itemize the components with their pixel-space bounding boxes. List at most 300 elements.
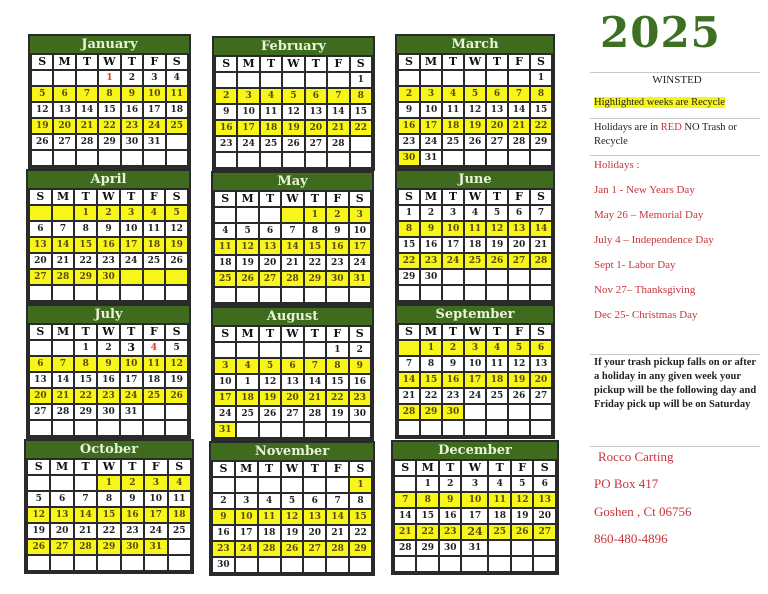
day-cell: [30, 341, 51, 355]
day-cell: 10: [350, 224, 370, 238]
day-cell: [166, 286, 187, 300]
day-cell: 23: [122, 119, 142, 133]
week-row: [215, 375, 370, 389]
day-cell: [259, 478, 280, 492]
week-row: [216, 89, 371, 103]
day-cell: [122, 556, 143, 570]
day-cell: 17: [121, 238, 142, 252]
day-cell: [54, 151, 74, 165]
day-cell: 8: [421, 357, 441, 371]
day-cell: 10: [121, 357, 142, 371]
day-cell: [465, 71, 485, 85]
week-row: [28, 556, 190, 570]
day-cell: 26: [28, 540, 49, 554]
day-cell: 27: [30, 405, 51, 419]
weekday-header: S: [215, 192, 235, 206]
day-cell: 29: [75, 270, 96, 284]
week-row: [399, 270, 551, 284]
day-cell: [489, 541, 509, 555]
day-cell: [215, 288, 235, 302]
day-cell: 9: [327, 224, 347, 238]
day-cell: 5: [283, 89, 303, 103]
city-address: Goshen , Ct 06756: [594, 504, 692, 519]
day-cell: 8: [75, 222, 96, 236]
day-cell: 14: [509, 103, 529, 117]
day-cell: 13: [51, 508, 72, 522]
day-cell: [166, 421, 187, 435]
month-calendar-october: [24, 439, 194, 574]
day-cell: 10: [144, 87, 164, 101]
day-cell: 18: [465, 238, 485, 252]
day-cell: 2: [122, 71, 142, 85]
day-cell: 27: [282, 407, 302, 421]
day-cell: [75, 286, 96, 300]
weekday-header: T: [305, 192, 325, 206]
day-cell: 15: [75, 373, 96, 387]
day-cell: 21: [75, 524, 96, 538]
day-cell: 4: [465, 206, 485, 220]
day-cell: 1: [305, 208, 325, 222]
day-cell: 20: [30, 389, 51, 403]
recycle-legend-text: Highlighted weeks are Recycle: [594, 97, 725, 108]
day-cell: 11: [259, 510, 280, 524]
day-cell: 15: [421, 373, 441, 387]
holiday-legend-suffix: NO Trash or Recycle: [594, 122, 737, 147]
week-row: [395, 477, 555, 491]
day-cell: [350, 288, 370, 302]
day-cell: [399, 421, 419, 435]
day-cell: 16: [122, 508, 143, 522]
day-cell: [465, 151, 485, 165]
day-cell: [395, 477, 415, 491]
day-cell: 27: [306, 137, 326, 151]
week-row: [215, 224, 370, 238]
day-cell: 8: [531, 87, 551, 101]
day-cell: [487, 286, 507, 300]
weekday-header: T: [121, 325, 142, 339]
day-cell: 15: [531, 103, 551, 117]
day-cell: 29: [421, 405, 441, 419]
day-cell: 25: [167, 119, 187, 133]
day-cell: 18: [443, 119, 463, 133]
day-cell: [122, 151, 142, 165]
weekday-header: T: [259, 462, 280, 476]
weekday-header: S: [30, 190, 51, 204]
day-cell: 28: [75, 540, 96, 554]
day-cell: 20: [54, 119, 74, 133]
weekday-header: M: [51, 460, 72, 474]
day-cell: [327, 558, 348, 572]
day-cell: 23: [327, 256, 347, 270]
day-cell: 24: [145, 524, 166, 538]
day-cell: 28: [531, 254, 551, 268]
weekday-header: F: [509, 55, 529, 69]
day-cell: [489, 557, 509, 571]
weekday-header: T: [304, 462, 325, 476]
po-box: PO Box 417: [594, 476, 659, 491]
weekday-header: T: [489, 461, 509, 475]
week-row: [215, 288, 370, 302]
day-cell: [238, 153, 258, 167]
day-cell: [75, 421, 96, 435]
day-cell: [236, 558, 257, 572]
divider: [590, 155, 760, 156]
weekday-header: W: [98, 190, 119, 204]
day-cell: [443, 421, 463, 435]
week-row: [215, 407, 370, 421]
weekday-header: S: [216, 57, 236, 71]
day-cell: 7: [531, 206, 551, 220]
day-cell: 1: [421, 341, 441, 355]
day-cell: 18: [215, 256, 235, 270]
day-cell: [443, 71, 463, 85]
day-cell: 30: [213, 558, 234, 572]
day-cell: 17: [215, 391, 235, 405]
day-cell: 20: [51, 524, 72, 538]
day-cell: 19: [487, 238, 507, 252]
day-cell: 29: [98, 540, 119, 554]
day-cell: 7: [399, 357, 419, 371]
day-cell: [417, 557, 437, 571]
weekday-header: S: [399, 325, 419, 339]
day-cell: [282, 343, 302, 357]
day-cell: 10: [443, 222, 463, 236]
day-cell: 14: [327, 510, 348, 524]
day-cell: 23: [350, 391, 370, 405]
month-title: December: [393, 442, 557, 459]
weekday-header: S: [169, 460, 190, 474]
day-cell: 12: [166, 222, 187, 236]
day-cell: 27: [51, 540, 72, 554]
day-cell: 1: [399, 206, 419, 220]
week-row: [30, 206, 187, 220]
day-cell: 21: [531, 238, 551, 252]
day-cell: 19: [327, 407, 347, 421]
day-cell: 18: [167, 103, 187, 117]
day-cell: 20: [306, 121, 326, 135]
day-cell: 13: [54, 103, 74, 117]
day-cell: 20: [304, 526, 325, 540]
day-cell: 17: [236, 526, 257, 540]
day-cell: 28: [305, 407, 325, 421]
day-cell: 28: [77, 135, 97, 149]
week-row: [32, 71, 187, 85]
day-cell: 7: [282, 224, 302, 238]
weekday-header: F: [327, 327, 347, 341]
week-row: [30, 270, 187, 284]
day-cell: [32, 151, 52, 165]
day-cell: 29: [305, 272, 325, 286]
day-cell: [487, 421, 507, 435]
day-cell: 6: [282, 359, 302, 373]
holiday-legend: [594, 121, 759, 149]
day-cell: 21: [305, 391, 325, 405]
day-cell: [77, 151, 97, 165]
day-cell: 31: [462, 541, 487, 555]
day-cell: 20: [534, 509, 555, 523]
day-cell: [421, 421, 441, 435]
day-cell: [216, 73, 236, 87]
day-cell: 30: [350, 407, 370, 421]
day-cell: 22: [350, 526, 371, 540]
weekday-header: S: [531, 190, 551, 204]
day-cell: [531, 270, 551, 284]
holiday-item: Jan 1 - New Years Day: [594, 184, 695, 196]
week-row: [213, 526, 371, 540]
day-cell: 14: [77, 103, 97, 117]
day-cell: 2: [98, 341, 119, 355]
weekday-header: T: [75, 325, 96, 339]
day-cell: 22: [531, 119, 551, 133]
day-cell: [237, 343, 257, 357]
week-row: [399, 87, 551, 101]
day-cell: 31: [421, 151, 441, 165]
week-row: [28, 476, 190, 490]
day-cell: 22: [305, 256, 325, 270]
day-cell: 8: [399, 222, 419, 236]
week-row: [216, 105, 371, 119]
day-cell: 13: [534, 493, 555, 507]
day-cell: 28: [399, 405, 419, 419]
day-cell: 26: [166, 389, 187, 403]
day-cell: [534, 557, 555, 571]
week-row: [395, 525, 555, 539]
day-cell: 15: [399, 238, 419, 252]
weekday-header: T: [443, 55, 463, 69]
day-cell: 12: [166, 357, 187, 371]
day-cell: 2: [350, 343, 370, 357]
day-cell: 10: [236, 510, 257, 524]
day-cell: 6: [534, 477, 555, 491]
day-cell: [421, 286, 441, 300]
day-cell: 16: [122, 103, 142, 117]
day-cell: [282, 423, 302, 437]
day-cell: [509, 270, 529, 284]
day-cell: 25: [169, 524, 190, 538]
day-cell: [28, 556, 49, 570]
day-cell: 12: [487, 222, 507, 236]
weekday-header: M: [417, 461, 437, 475]
day-cell: 1: [417, 477, 437, 491]
day-cell: 1: [327, 343, 347, 357]
day-cell: 25: [144, 254, 165, 268]
day-cell: [487, 405, 507, 419]
month-title: July: [28, 306, 189, 323]
day-cell: 7: [509, 87, 529, 101]
day-cell: 17: [238, 121, 258, 135]
weekday-header: T: [306, 57, 326, 71]
day-cell: [144, 286, 165, 300]
day-cell: 1: [351, 73, 371, 87]
day-cell: 19: [465, 119, 485, 133]
month-calendar-july: [26, 304, 191, 439]
week-row: [399, 238, 551, 252]
month-title: January: [30, 36, 189, 53]
day-cell: 18: [144, 373, 165, 387]
day-cell: 7: [327, 494, 348, 508]
day-cell: 8: [350, 494, 371, 508]
day-cell: 1: [99, 71, 119, 85]
day-cell: 5: [237, 224, 257, 238]
day-cell: 25: [144, 389, 165, 403]
day-cell: 5: [28, 492, 49, 506]
weekday-header: F: [509, 190, 529, 204]
day-cell: [215, 208, 235, 222]
day-cell: 1: [75, 206, 96, 220]
day-cell: 14: [328, 105, 348, 119]
day-cell: 16: [350, 375, 370, 389]
weekday-header: S: [531, 325, 551, 339]
day-cell: 4: [144, 206, 165, 220]
day-cell: [261, 73, 281, 87]
day-cell: [213, 478, 234, 492]
day-cell: 28: [53, 270, 74, 284]
day-cell: 11: [169, 492, 190, 506]
day-cell: [238, 73, 258, 87]
day-cell: 22: [99, 119, 119, 133]
day-cell: 17: [144, 103, 164, 117]
week-row: [215, 240, 370, 254]
weekday-header: F: [328, 57, 348, 71]
day-cell: 11: [443, 103, 463, 117]
weekday-header: M: [237, 327, 257, 341]
day-cell: 3: [238, 89, 258, 103]
day-cell: 9: [122, 87, 142, 101]
day-cell: [167, 151, 187, 165]
day-cell: [282, 478, 303, 492]
day-cell: [144, 270, 165, 284]
day-cell: 23: [443, 389, 463, 403]
day-cell: 9: [98, 357, 119, 371]
day-cell: [465, 405, 485, 419]
day-cell: 27: [487, 135, 507, 149]
day-cell: 10: [145, 492, 166, 506]
day-cell: 2: [421, 206, 441, 220]
day-cell: [304, 558, 325, 572]
day-cell: [351, 137, 371, 151]
day-cell: [216, 153, 236, 167]
day-cell: [443, 270, 463, 284]
week-row: [399, 222, 551, 236]
weekday-header: S: [166, 325, 187, 339]
day-cell: 22: [98, 524, 119, 538]
month-calendar-may: [211, 171, 374, 306]
day-cell: [531, 421, 551, 435]
day-cell: 8: [99, 87, 119, 101]
week-row: [399, 135, 551, 149]
day-cell: 9: [399, 103, 419, 117]
day-cell: 22: [417, 525, 437, 539]
day-cell: [327, 288, 347, 302]
weekday-header: S: [351, 57, 371, 71]
day-cell: 24: [465, 389, 485, 403]
day-cell: 14: [282, 240, 302, 254]
day-cell: 19: [28, 524, 49, 538]
day-cell: [465, 270, 485, 284]
day-cell: [53, 286, 74, 300]
day-cell: 3: [215, 359, 235, 373]
day-cell: 9: [421, 222, 441, 236]
day-cell: 19: [509, 373, 529, 387]
day-cell: 5: [512, 477, 532, 491]
day-cell: [30, 286, 51, 300]
day-cell: [75, 556, 96, 570]
day-cell: 2: [399, 87, 419, 101]
month-title: November: [211, 443, 373, 460]
week-row: [30, 341, 187, 355]
day-cell: 31: [350, 272, 370, 286]
day-cell: 27: [30, 270, 51, 284]
day-cell: 7: [75, 492, 96, 506]
week-row: [32, 87, 187, 101]
day-cell: 28: [328, 137, 348, 151]
weekday-header: W: [282, 327, 302, 341]
day-cell: 17: [465, 373, 485, 387]
day-cell: 25: [215, 272, 235, 286]
day-cell: 19: [32, 119, 52, 133]
day-cell: [53, 341, 74, 355]
day-cell: 26: [260, 407, 280, 421]
week-row: [28, 540, 190, 554]
day-cell: 20: [282, 391, 302, 405]
day-cell: 20: [487, 119, 507, 133]
week-row: [215, 423, 370, 437]
day-cell: 2: [216, 89, 236, 103]
weekday-header: W: [465, 190, 485, 204]
day-cell: 25: [487, 389, 507, 403]
month-title: June: [397, 171, 553, 188]
day-cell: 13: [260, 240, 280, 254]
day-cell: 19: [237, 256, 257, 270]
day-cell: 14: [395, 509, 415, 523]
day-cell: [28, 476, 49, 490]
week-row: [28, 508, 190, 522]
day-cell: 7: [77, 87, 97, 101]
month-title: September: [397, 306, 553, 323]
weekday-header: S: [350, 327, 370, 341]
pickup-note: If your trash pickup falls on or after a holiday in any given week your pickup will be the following day and Friday pick up will be on Saturday: [594, 357, 757, 410]
day-cell: 19: [166, 238, 187, 252]
day-cell: 27: [531, 389, 551, 403]
day-cell: [260, 343, 280, 357]
weekday-header: S: [395, 461, 415, 475]
week-row: [32, 119, 187, 133]
day-cell: 3: [443, 206, 463, 220]
month-title: October: [26, 441, 192, 458]
day-cell: 1: [531, 71, 551, 85]
day-cell: 30: [122, 135, 142, 149]
day-cell: 6: [30, 357, 51, 371]
day-cell: [53, 206, 74, 220]
weekday-header: S: [213, 462, 234, 476]
day-cell: 5: [166, 341, 187, 355]
weekday-header: T: [260, 192, 280, 206]
day-cell: [306, 153, 326, 167]
day-cell: 6: [531, 341, 551, 355]
day-cell: [166, 405, 187, 419]
week-row: [395, 557, 555, 571]
weekday-header: S: [350, 462, 371, 476]
weekday-header: T: [487, 55, 507, 69]
day-cell: 4: [144, 341, 165, 355]
day-cell: 31: [145, 540, 166, 554]
day-cell: 21: [509, 119, 529, 133]
weekday-header: W: [282, 462, 303, 476]
day-cell: 27: [260, 272, 280, 286]
day-cell: 24: [238, 137, 258, 151]
divider: [590, 446, 760, 447]
day-cell: 9: [213, 510, 234, 524]
